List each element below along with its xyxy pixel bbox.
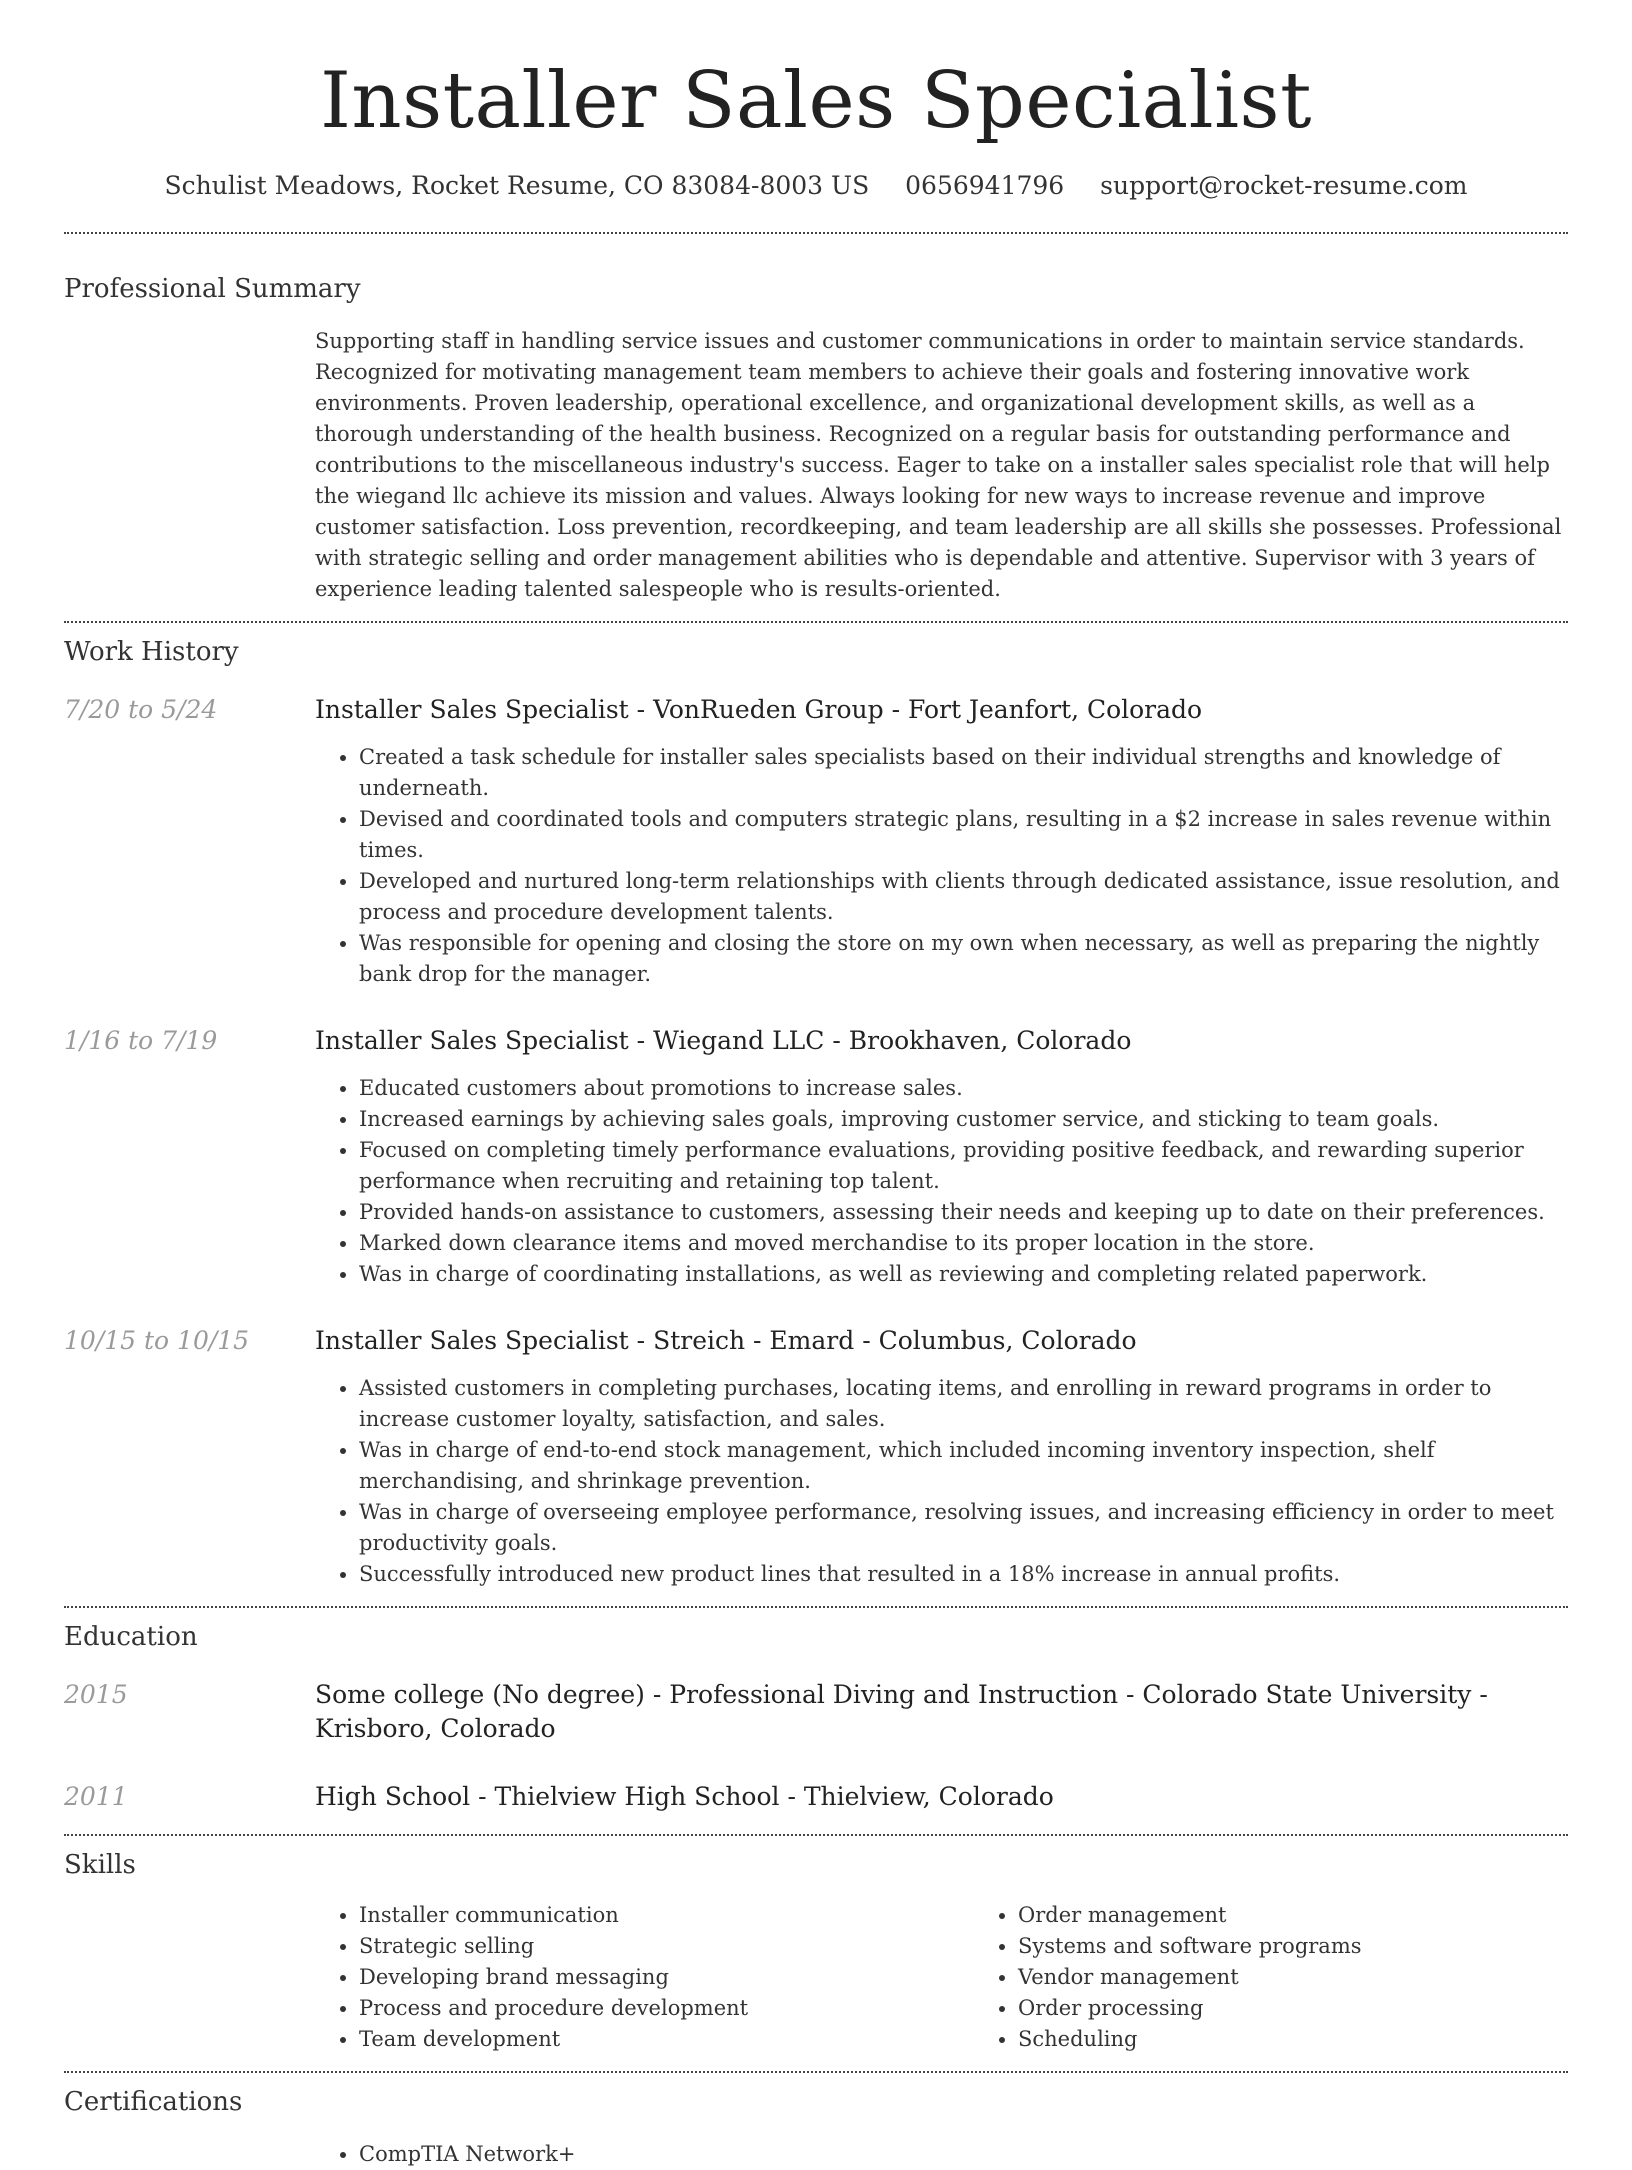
skills-columns: [315, 1900, 1618, 2055]
contact-address: Schulist Meadows, Rocket Resume, CO 83084-8003 US: [164, 171, 870, 200]
divider: [64, 1606, 1568, 1608]
list-item: • Was in charge of overseeing employee performance, resolving issues, and increasing efficiency in order to meet productivity goals.: [359, 1497, 1568, 1559]
divider: [64, 1834, 1568, 1836]
list-item: • Provided hands-on assistance to customers, assessing their needs and keeping up to date on their preferences.: [359, 1197, 1568, 1228]
list-item: • Developed and nurtured long-term relationships with clients through dedicated assistance, issue resolution, and process and procedure development talents.: [359, 866, 1568, 928]
job-entry: [64, 693, 1568, 990]
list-item: • Vendor management: [1018, 1962, 1618, 1993]
list-item: • Devised and coordinated tools and computers strategic plans, resulting in a $2 increase in sales revenue within times.: [359, 804, 1568, 866]
section-title-summary: Professional Summary: [64, 274, 361, 304]
summary-text: Supporting staff in handling service issues and customer communications in order to maintain service standards. Recognized for motivating management team members to achieve their goals and fostering innovative work environments. Proven leadership, operational excellence, and organizational development skills, as well as a thorough understanding of the health business. Recognized on a regular basis for outstanding performance and contributions to the miscellaneous industry's success. Eager to take on a installer sales specialist role that will help the wiegand llc achieve its mission and values. Always looking for new ways to increase revenue and improve customer satisfaction. Loss prevention, recordkeeping, and team leadership are all skills she possesses. Professional with strategic selling and order management abilities who is dependable and attentive. Supervisor with 3 years of experience leading talented salespeople who is results-oriented.: [315, 329, 1562, 601]
job-body: [315, 1024, 1568, 1290]
education-body: [315, 1780, 1568, 1814]
job-entry: [64, 1324, 1568, 1590]
certifications-body: [315, 2139, 1568, 2170]
certifications-list: [315, 2139, 1568, 2170]
list-item: • Order management: [1018, 1900, 1618, 1931]
resume-page: [0, 56, 1632, 2168]
section-title-work: Work History: [64, 637, 239, 667]
job-bullets: [315, 1073, 1568, 1290]
certifications-row: [64, 2139, 1568, 2170]
skills-list-right: [974, 1900, 1618, 2055]
list-item: • Order processing: [1018, 1993, 1618, 2024]
education-heading: High School - Thielview High School - Thielview, Colorado: [315, 1782, 1054, 1811]
list-item: • Created a task schedule for installer sales specialists based on their individual strengths and knowledge of underneath.: [359, 742, 1568, 804]
education-heading: Some college (No degree) - Professional Diving and Instruction - Colorado State University - Krisboro, Colorado: [315, 1680, 1488, 1743]
education-entry: [64, 1678, 1568, 1746]
list-item: • CompTIA Network+: [359, 2139, 1568, 2170]
job-dates: 7/20 to 5/24: [64, 695, 218, 724]
list-item: • Was in charge of coordinating installations, as well as reviewing and completing related paperwork.: [359, 1259, 1568, 1290]
skills-row: [64, 1900, 1568, 2055]
list-item: • Scheduling: [1018, 2024, 1618, 2055]
job-heading: Installer Sales Specialist - Wiegand LLC - Brookhaven, Colorado: [315, 1026, 1132, 1055]
contact-email: support@rocket-resume.com: [1100, 171, 1468, 200]
list-item: • Assisted customers in completing purchases, locating items, and enrolling in reward programs in order to increase customer loyalty, satisfaction, and sales.: [359, 1373, 1568, 1435]
contact-line: [64, 170, 1568, 202]
job-body: [315, 1324, 1568, 1590]
job-dates: 1/16 to 7/19: [64, 1026, 218, 1055]
list-item: • Was responsible for opening and closing the store on my own when necessary, as well as preparing the nightly bank drop for the manager.: [359, 928, 1568, 990]
divider: [64, 2071, 1568, 2073]
skills-list-left: [315, 1900, 974, 2055]
list-item: • Focused on completing timely performance evaluations, providing positive feedback, and rewarding superior performance when recruiting and retaining top talent.: [359, 1135, 1568, 1197]
divider: [64, 232, 1568, 234]
list-item: • Educated customers about promotions to increase sales.: [359, 1073, 1568, 1104]
list-item: • Process and procedure development: [359, 1993, 974, 2024]
job-dates: 10/15 to 10/15: [64, 1326, 250, 1355]
education-body: [315, 1678, 1568, 1746]
education-entry: [64, 1780, 1568, 1814]
job-bullets: [315, 742, 1568, 990]
contact-phone: 0656941796: [905, 171, 1065, 200]
job-heading: Installer Sales Specialist - VonRueden Group - Fort Jeanfort, Colorado: [315, 695, 1203, 724]
summary-row: [64, 326, 1568, 605]
list-item: • Marked down clearance items and moved merchandise to its proper location in the store.: [359, 1228, 1568, 1259]
divider: [64, 621, 1568, 623]
list-item: • Increased earnings by achieving sales goals, improving customer service, and sticking to team goals.: [359, 1104, 1568, 1135]
job-body: [315, 693, 1568, 990]
resume-name: Installer Sales Specialist: [320, 56, 1312, 146]
section-title-education: Education: [64, 1622, 198, 1652]
list-item: • Team development: [359, 2024, 974, 2055]
job-entry: [64, 1024, 1568, 1290]
summary-body: [315, 326, 1568, 605]
education-year: 2011: [64, 1782, 128, 1811]
job-bullets: [315, 1373, 1568, 1590]
education-year: 2015: [64, 1680, 128, 1709]
section-title-skills: Skills: [64, 1850, 136, 1880]
section-title-certifications: Certifications: [64, 2087, 243, 2117]
list-item: • Installer communication: [359, 1900, 974, 1931]
list-item: • Developing brand messaging: [359, 1962, 974, 1993]
list-item: • Was in charge of end-to-end stock management, which included incoming inventory inspection, shelf merchandising, and shrinkage prevention.: [359, 1435, 1568, 1497]
list-item: • Successfully introduced new product lines that resulted in a 18% increase in annual profits.: [359, 1559, 1568, 1590]
list-item: • Systems and software programs: [1018, 1931, 1618, 1962]
job-heading: Installer Sales Specialist - Streich - Emard - Columbus, Colorado: [315, 1326, 1137, 1355]
list-item: • Strategic selling: [359, 1931, 974, 1962]
